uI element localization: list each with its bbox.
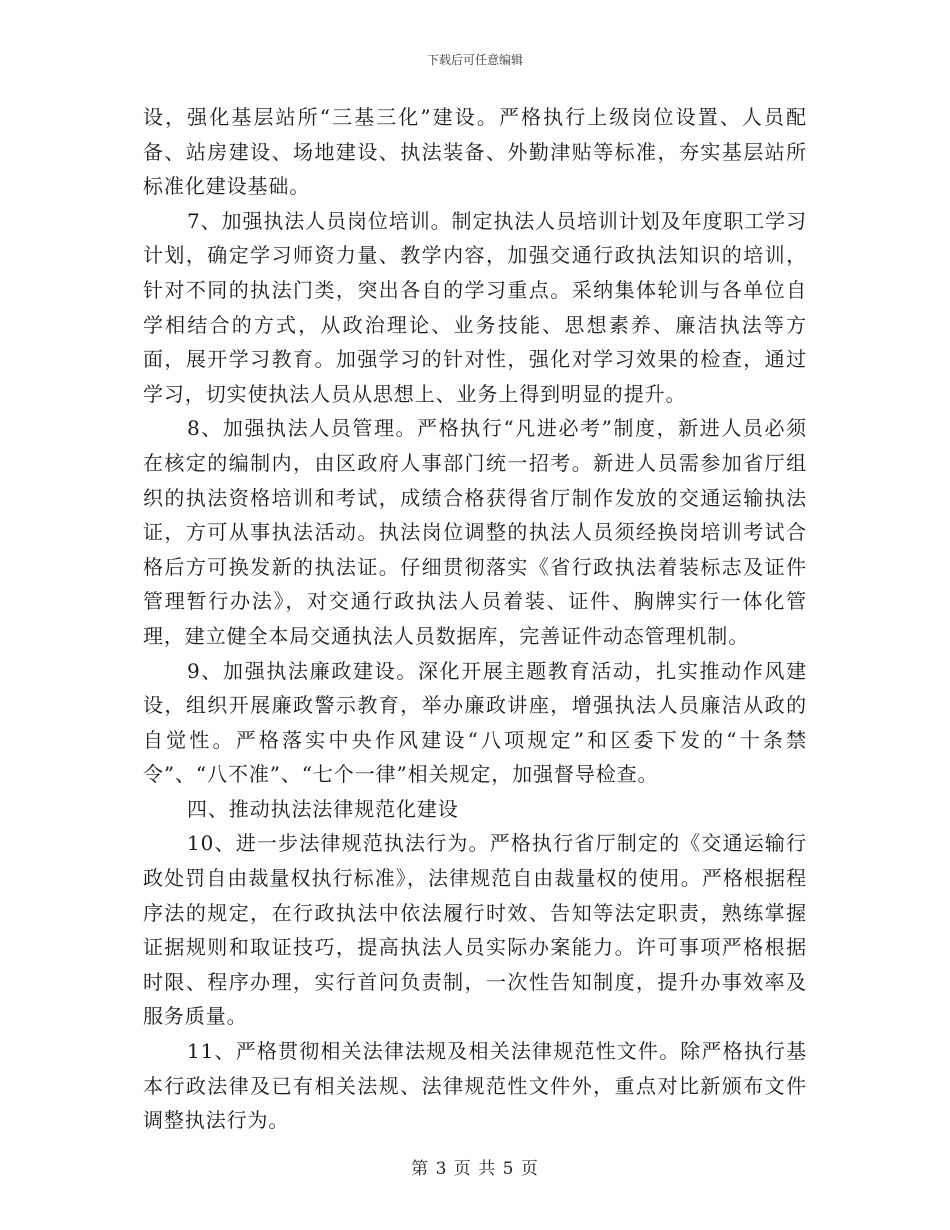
section-heading-4: 四、推动执法法律规范化建设 [187, 796, 459, 821]
paragraph-item-8: 8、加强执法人员管理。严格执行“凡进必考”制度，新进人员必须在核定的编制内，由区政府人事部门统一招考。新进人员需参加省厅组织的执法资格培训和考试，成绩合格获得省厅制作发放的交通运输执法证，方可从事执法活动。执法岗位调整的执法人员须经换岗培训考试合格后方可换发新的执法证。仔细贯彻落实《省行政执法着装标志及证件管理暂行办法》，对交通行政执法人员着装、证件、胸牌实行一体化管理，建立健全本局交通执法人员数据库，完善证件动态管理机制。 [143, 416, 807, 648]
paragraph-item-11: 11、严格贯彻相关法律法规及相关法律规范性文件。除严格执行基本行政法律及已有相关法规、法律规范性文件外，重点对比新颁布文件调整执法行为。 [143, 1039, 807, 1133]
paragraph-item-10: 10、进一步法律规范执法行为。严格执行省厅制定的《交通运输行政处罚自由裁量权执行标准》，法律规范自由裁量权的使用。严格根据程序法的规定，在行政执法中依法履行时效、告知等法定职责，熟练掌握证据规则和取证技巧，提高执法人员实际办案能力。许可事项严格根据时限、程序办理，实行首问负责制，一次性告知制度，提升办事效率及服务质量。 [143, 831, 807, 1029]
page-header: 下载后可任意编辑 [426, 53, 523, 67]
page-footer: 第 3 页 共 5 页 [411, 1159, 539, 1179]
paragraph-item-7: 7、加强执法人员岗位培训。制定执法人员培训计划及年度职工学习计划，确定学习师资力量、教学内容，加强交通行政执法知识的培训，针对不同的执法门类，突出各自的学习重点。采纳集体轮训与各单位自学相结合的方式，从政治理论、业务技能、思想素养、廉洁执法等方面，展开学习教育。加强学习的针对性，强化对学习效果的检查，通过学习，切实使执法人员从思想上、业务上得到明显的提升。 [143, 208, 807, 406]
document-body [143, 100, 807, 1138]
paragraph-continuation: 设，强化基层站所“三基三化”建设。严格执行上级岗位设置、人员配备、站房建设、场地建设、执法装备、外勤津贴等标准，夯实基层站所标准化建设基础。 [143, 105, 807, 199]
paragraph-item-9: 9、加强执法廉政建设。深化开展主题教育活动，扎实推动作风建设，组织开展廉政警示教育，举办廉政讲座，增强执法人员廉洁从政的自觉性。严格落实中央作风建设“八项规定”和区委下发的“十条禁令”、“八不准”、“七个一律”相关规定，加强督导检查。 [143, 658, 807, 787]
